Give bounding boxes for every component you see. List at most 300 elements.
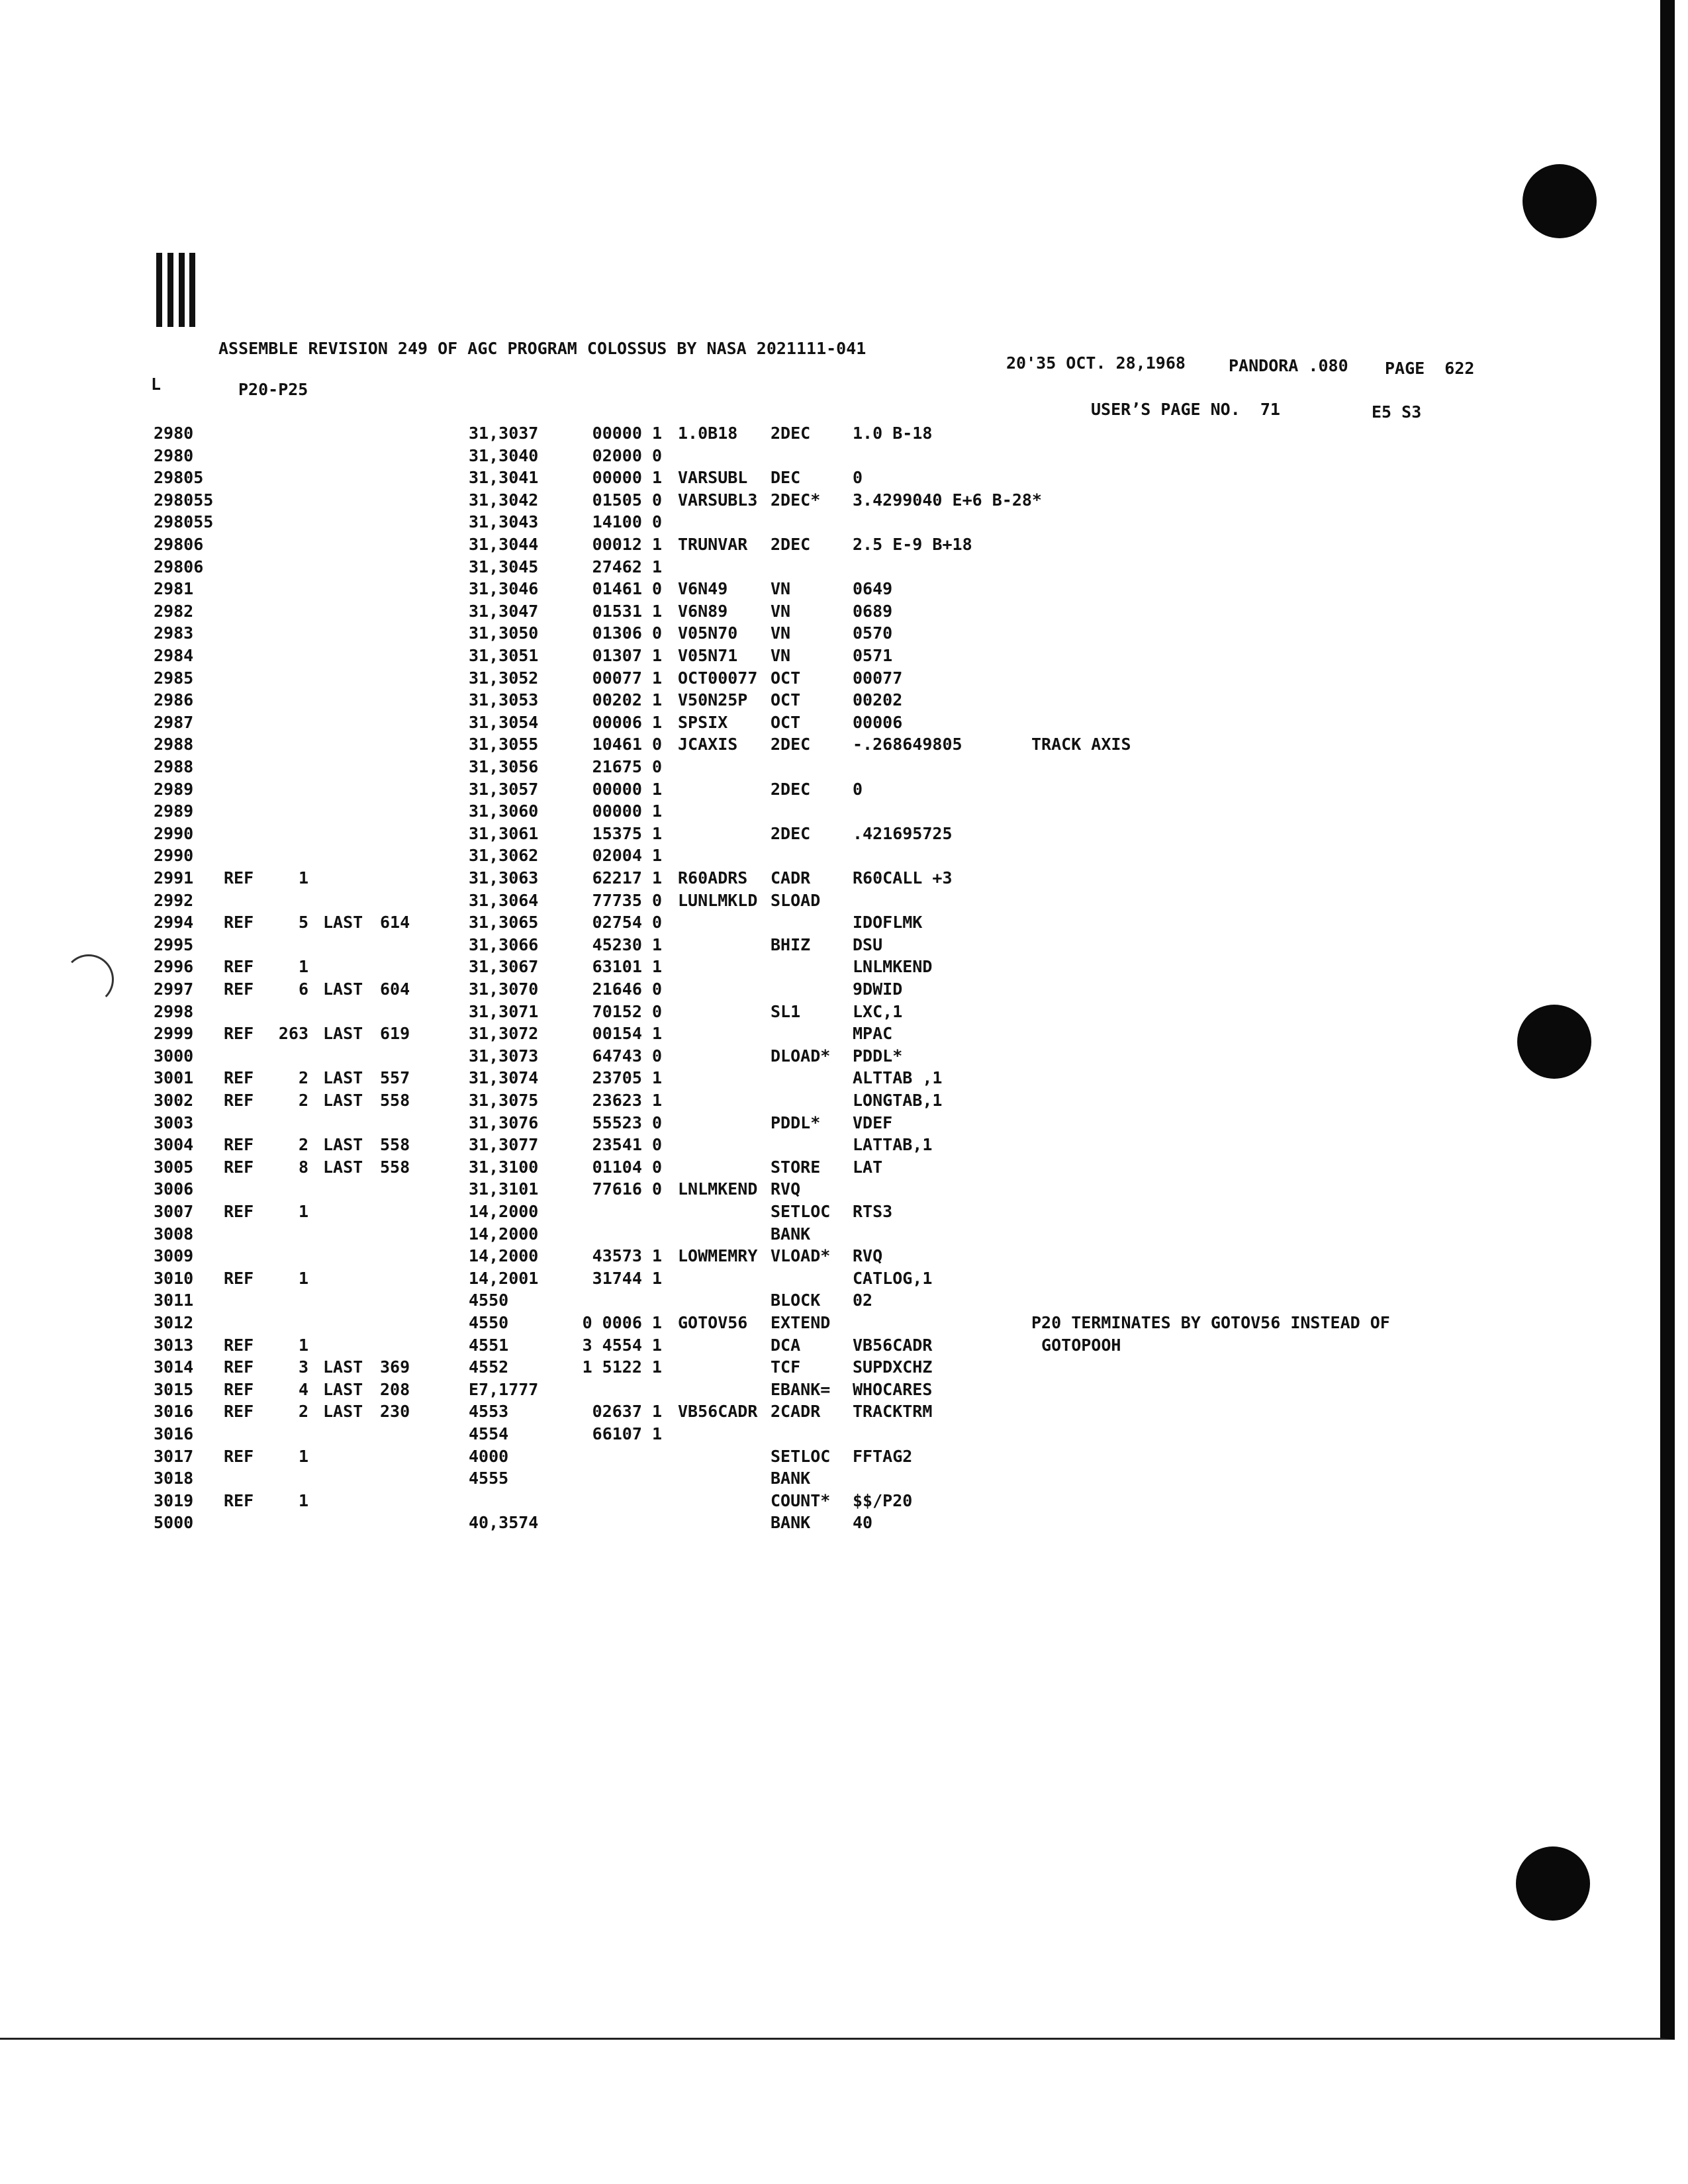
cell-word: 10461 0 [592,735,662,754]
cell-op: SETLOC [771,1446,831,1466]
cell-label: 1.0B18 [678,424,738,443]
cell-operand: 9DWID [853,979,903,999]
cell-word: 00000 1 [592,468,662,488]
cell-word: 45230 1 [592,934,662,954]
cell-line: 3016 [154,1424,194,1443]
cell-operand: $$/P20 [853,1490,913,1510]
cell-line: 3001 [154,1068,194,1088]
cell-word: 01306 0 [592,623,662,643]
cell-op: VN [771,623,791,643]
cell-line: 2998 [154,1001,194,1021]
cell-refn: 2 [298,1402,308,1422]
cell-line: 2987 [154,712,194,732]
cell-operand: 0649 [853,579,893,599]
cell-word: 70152 0 [592,1001,662,1021]
listing-row [0,1046,1523,1069]
listing-row [0,1158,1523,1180]
cell-word: 64743 0 [592,1046,662,1066]
cell-addr: 31,3056 [469,757,539,776]
cell-operand: 2.5 E-9 B+18 [853,535,972,554]
cell-word: 21646 0 [592,979,662,999]
cell-ref: REF [224,1024,254,1044]
cell-operand: 3.4299040 E+6 B-28* [853,490,1042,510]
listing-row [0,1513,1523,1535]
cell-addr: 31,3065 [469,913,539,933]
cell-addr: 4550 [469,1313,509,1332]
cell-label: OCT00077 [678,668,758,688]
cell-line: 2985 [154,668,194,688]
cell-op: 2DEC [771,424,811,443]
cell-operand: 0689 [853,601,893,621]
listing-row [0,446,1523,469]
page-corner-mark: L [151,375,162,394]
listing-row [0,512,1523,535]
cell-word: 00077 1 [592,668,662,688]
cell-line: 2989 [154,801,194,821]
cell-addr: 31,3064 [469,890,539,910]
cell-line: 2997 [154,979,194,999]
cell-line: 2992 [154,890,194,910]
cell-line: 2981 [154,579,194,599]
cell-line: 298055 [154,512,214,532]
cell-ref: REF [224,913,254,933]
cell-refn: 5 [298,913,308,933]
listing-row [0,935,1523,958]
cell-lastn: 230 [380,1402,410,1422]
cell-refn: 4 [298,1379,308,1399]
punch-hole [1523,164,1597,238]
cell-ref: REF [224,1446,254,1466]
cell-operand: LNLMKEND [853,957,933,977]
listing-row [0,424,1523,446]
listing-row [0,535,1523,557]
cell-addr: 31,3071 [469,1001,539,1021]
cell-line: 2995 [154,934,194,954]
cell-op: 2DEC [771,735,811,754]
listing-row [0,757,1523,780]
cell-line: 298055 [154,490,214,510]
cell-word: 02637 1 [592,1402,662,1422]
cell-line: 2983 [154,623,194,643]
cell-last: LAST [323,979,363,999]
cell-op: CADR [771,868,811,887]
cell-addr: 14,2000 [469,1224,539,1244]
cell-ref: REF [224,1379,254,1399]
cell-operand: 40 [853,1513,873,1533]
registration-bars-icon [156,253,196,327]
cell-line: 29805 [154,468,204,488]
cell-label: LNLMKEND [678,1179,758,1199]
cell-refn: 263 [278,1024,308,1044]
cell-addr: 4550 [469,1291,509,1310]
cell-refn: 1 [298,1446,308,1466]
cell-op: 2DEC* [771,490,821,510]
cell-word: 00006 1 [592,712,662,732]
cell-last: LAST [323,1402,363,1422]
listing-row [0,824,1523,846]
cell-addr: 31,3100 [469,1157,539,1177]
cell-op: SLOAD [771,890,821,910]
cell-ref: REF [224,1202,254,1221]
cell-addr: 31,3047 [469,601,539,621]
cell-operand: SUPDXCHZ [853,1357,933,1377]
cell-operand: LATTAB,1 [853,1135,933,1155]
cell-lastn: 558 [380,1091,410,1110]
listing-row [0,1202,1523,1224]
cell-ref: REF [224,1335,254,1355]
cell-line: 2990 [154,823,194,843]
cell-line: 2996 [154,957,194,977]
listing-row [0,780,1523,802]
cell-word: 23541 0 [592,1135,662,1155]
listing-row [0,668,1523,691]
cell-line: 3005 [154,1157,194,1177]
cell-word: 01531 1 [592,601,662,621]
cell-operand: -.268649805 [853,735,962,754]
cell-line: 3009 [154,1246,194,1266]
cell-addr: 31,3073 [469,1046,539,1066]
cell-last: LAST [323,913,363,933]
listing-machine: PANDORA .080 [1229,356,1348,375]
cell-lastn: 369 [380,1357,410,1377]
cell-line: 3012 [154,1313,194,1332]
cell-addr: E7,1777 [469,1379,539,1399]
cell-last: LAST [323,1135,363,1155]
listing-row [0,602,1523,624]
cell-line: 3014 [154,1357,194,1377]
listing-row [0,468,1523,490]
cell-line: 29806 [154,557,204,576]
cell-refn: 1 [298,1490,308,1510]
cell-lastn: 557 [380,1068,410,1088]
cell-word: 21675 0 [592,757,662,776]
cell-word: 3 4554 1 [582,1335,662,1355]
listing-row [0,1246,1523,1269]
cell-label: GOTOV56 [678,1313,748,1332]
listing-row [0,690,1523,713]
cell-operand: PDDL* [853,1046,903,1066]
cell-refn: 1 [298,1202,308,1221]
cell-comment: P20 TERMINATES BY GOTOV56 INSTEAD OF [1031,1313,1390,1332]
listing-row [0,1491,1523,1514]
cell-addr: 31,3067 [469,957,539,977]
cell-refn: 8 [298,1157,308,1177]
cell-operand: 1.0 B-18 [853,424,933,443]
cell-operand: ALTTAB ,1 [853,1068,943,1088]
cell-operand: .421695725 [853,823,953,843]
section-name: P20-P25 [238,380,308,399]
cell-operand: TRACKTRM [853,1402,933,1422]
cell-operand: VB56CADR [853,1335,933,1355]
cell-addr: 31,3043 [469,512,539,532]
cell-operand: WHOCARES [853,1379,933,1399]
cell-op: 2DEC [771,823,811,843]
listing-row [0,957,1523,979]
cell-line: 3018 [154,1469,194,1488]
cell-addr: 4552 [469,1357,509,1377]
cell-addr: 31,3041 [469,468,539,488]
cell-word: 77735 0 [592,890,662,910]
cell-word: 02004 1 [592,846,662,866]
listing-row [0,913,1523,935]
cell-addr: 31,3051 [469,646,539,665]
cell-lastn: 558 [380,1135,410,1155]
cell-ref: REF [224,1490,254,1510]
cell-ref: REF [224,1268,254,1288]
listing-row [0,1224,1523,1247]
cell-line: 3010 [154,1268,194,1288]
listing-row [0,891,1523,913]
listing-row [0,490,1523,513]
cell-comment: GOTOPOOH [1031,1335,1121,1355]
cell-operand: FFTAG2 [853,1446,913,1466]
cell-line: 3003 [154,1113,194,1132]
cell-word: 55523 0 [592,1113,662,1132]
cell-line: 3013 [154,1335,194,1355]
cell-operand: 0 [853,468,863,488]
cell-op: BANK [771,1224,811,1244]
cell-line: 2994 [154,913,194,933]
cell-line: 3002 [154,1091,194,1110]
cell-addr: 14,2000 [469,1202,539,1221]
cell-ref: REF [224,1135,254,1155]
cell-word: 63101 1 [592,957,662,977]
cell-line: 3000 [154,1046,194,1066]
cell-line: 29806 [154,535,204,554]
cell-refn: 1 [298,868,308,887]
cell-op: DCA [771,1335,801,1355]
cell-ref: REF [224,1357,254,1377]
cell-word: 02754 0 [592,913,662,933]
cell-op: BANK [771,1469,811,1488]
listing-row [0,1357,1523,1380]
cell-line: 3004 [154,1135,194,1155]
listing-row [0,1269,1523,1291]
cell-lastn: 614 [380,913,410,933]
cell-refn: 1 [298,1268,308,1288]
cell-refn: 2 [298,1068,308,1088]
cell-last: LAST [323,1091,363,1110]
cell-refn: 1 [298,957,308,977]
cell-operand: LONGTAB,1 [853,1091,943,1110]
cell-last: LAST [323,1157,363,1177]
cell-word: 77616 0 [592,1179,662,1199]
punch-hole [1517,1005,1591,1079]
cell-addr: 31,3061 [469,823,539,843]
cell-addr: 31,3066 [469,934,539,954]
cell-word: 23705 1 [592,1068,662,1088]
cell-last: LAST [323,1068,363,1088]
cell-line: 3016 [154,1402,194,1422]
cell-operand: 00077 [853,668,903,688]
cell-line: 2988 [154,735,194,754]
cell-word: 23623 1 [592,1091,662,1110]
cell-op: OCT [771,712,801,732]
cell-addr: 31,3101 [469,1179,539,1199]
cell-addr: 31,3045 [469,557,539,576]
cell-operand: MPAC [853,1024,893,1044]
cell-comment: TRACK AXIS [1031,735,1131,754]
listing-row [0,1091,1523,1113]
cell-addr: 40,3574 [469,1513,539,1533]
cell-word: 01505 0 [592,490,662,510]
cell-operand: 02 [853,1291,873,1310]
cell-line: 2989 [154,779,194,799]
listing-row [0,1447,1523,1469]
cell-word: 00000 1 [592,424,662,443]
cell-label: VB56CADR [678,1402,758,1422]
cell-line: 3007 [154,1202,194,1221]
listing-page-number: PAGE 622 [1385,359,1475,378]
page-code: E5 S3 [1372,402,1422,422]
cell-op: VN [771,601,791,621]
cell-line: 2990 [154,846,194,866]
cell-operand: R60CALL +3 [853,868,953,887]
cell-lastn: 619 [380,1024,410,1044]
cell-lastn: 604 [380,979,410,999]
cell-addr: 31,3076 [469,1113,539,1132]
cell-refn: 2 [298,1091,308,1110]
cell-ref: REF [224,1402,254,1422]
cell-addr: 31,3062 [469,846,539,866]
cell-operand: 00006 [853,712,903,732]
cell-op: 2DEC [771,535,811,554]
cell-line: 2980 [154,424,194,443]
listing-row [0,846,1523,868]
cell-label: V50N25P [678,690,748,710]
cell-op: 2DEC [771,779,811,799]
cell-op: TCF [771,1357,801,1377]
cell-operand: RTS3 [853,1202,893,1221]
cell-line: 5000 [154,1513,194,1533]
cell-lastn: 208 [380,1379,410,1399]
cell-last: LAST [323,1357,363,1377]
cell-addr: 4553 [469,1402,509,1422]
cell-word: 01104 0 [592,1157,662,1177]
cell-addr: 31,3042 [469,490,539,510]
cell-addr: 31,3040 [469,445,539,465]
cell-op: STORE [771,1157,821,1177]
cell-op: EBANK= [771,1379,831,1399]
cell-operand: 0571 [853,646,893,665]
cell-op: VN [771,579,791,599]
cell-word: 62217 1 [592,868,662,887]
cell-addr: 31,3060 [469,801,539,821]
listing-timestamp: 20'35 OCT. 28,1968 [1006,353,1186,373]
cell-operand: CATLOG,1 [853,1268,933,1288]
listing-row [0,1024,1523,1046]
cell-operand: LAT [853,1157,883,1177]
cell-addr: 31,3052 [469,668,539,688]
cell-addr: 31,3072 [469,1024,539,1044]
listing-row [0,1135,1523,1158]
listing-title: ASSEMBLE REVISION 249 OF AGC PROGRAM COLOSSUS BY NASA 2021111-041 [218,339,867,358]
cell-label: JCAXIS [678,735,738,754]
cell-op: BHIZ [771,934,811,954]
cell-addr: 31,3037 [469,424,539,443]
cell-addr: 31,3053 [469,690,539,710]
cell-line: 2980 [154,445,194,465]
cell-line: 2991 [154,868,194,887]
listing-row [0,646,1523,668]
cell-word: 66107 1 [592,1424,662,1443]
cell-op: OCT [771,690,801,710]
cell-refn: 2 [298,1135,308,1155]
cell-label: R60ADRS [678,868,748,887]
cell-op: VN [771,646,791,665]
cell-line: 2988 [154,757,194,776]
cell-label: TRUNVAR [678,535,748,554]
cell-line: 3011 [154,1291,194,1310]
cell-addr: 4555 [469,1469,509,1488]
cell-op: DEC [771,468,801,488]
cell-operand: 00202 [853,690,903,710]
cell-word: 31744 1 [592,1268,662,1288]
cell-addr: 31,3050 [469,623,539,643]
cell-refn: 6 [298,979,308,999]
cell-word: 27462 1 [592,557,662,576]
cell-line: 3015 [154,1379,194,1399]
listing-row [0,801,1523,824]
cell-ref: REF [224,868,254,887]
cell-addr: 4000 [469,1446,509,1466]
cell-operand: 0570 [853,623,893,643]
cell-addr: 14,2001 [469,1268,539,1288]
cell-ref: REF [224,1157,254,1177]
cell-op: COUNT* [771,1490,831,1510]
cell-line: 2999 [154,1024,194,1044]
cell-op: SL1 [771,1001,801,1021]
listing-row [0,1469,1523,1491]
cell-label: SPSIX [678,712,728,732]
listing-row [0,623,1523,646]
cell-word: 00012 1 [592,535,662,554]
listing-row [0,1402,1523,1424]
cell-label: LOWMEMRY [678,1246,758,1266]
cell-label: V05N71 [678,646,738,665]
cell-op: 2CADR [771,1402,821,1422]
cell-operand: RVQ [853,1246,883,1266]
cell-word: 00154 1 [592,1024,662,1044]
cell-line: 3008 [154,1224,194,1244]
cell-label: LUNLMKLD [678,890,758,910]
cell-word: 15375 1 [592,823,662,843]
cell-word: 00202 1 [592,690,662,710]
cell-operand: LXC,1 [853,1001,903,1021]
cell-line: 2986 [154,690,194,710]
user-page-number: USER’S PAGE NO. 71 [1091,400,1280,419]
cell-addr: 31,3070 [469,979,539,999]
cell-word: 0 0006 1 [582,1313,662,1332]
listing-row [0,1336,1523,1358]
cell-ref: REF [224,1091,254,1110]
cell-addr: 31,3044 [469,535,539,554]
cell-addr: 31,3046 [469,579,539,599]
cell-addr: 14,2000 [469,1246,539,1266]
cell-operand: IDOFLMK [853,913,923,933]
listing-row [0,557,1523,580]
cell-addr: 31,3057 [469,779,539,799]
cell-label: V6N89 [678,601,728,621]
cell-word: 01307 1 [592,646,662,665]
cell-refn: 3 [298,1357,308,1377]
listing-row [0,735,1523,757]
listing-row [0,1313,1523,1336]
cell-word: 00000 1 [592,779,662,799]
cell-addr: 31,3055 [469,735,539,754]
listing-row [0,979,1523,1002]
cell-operand: VDEF [853,1113,893,1132]
